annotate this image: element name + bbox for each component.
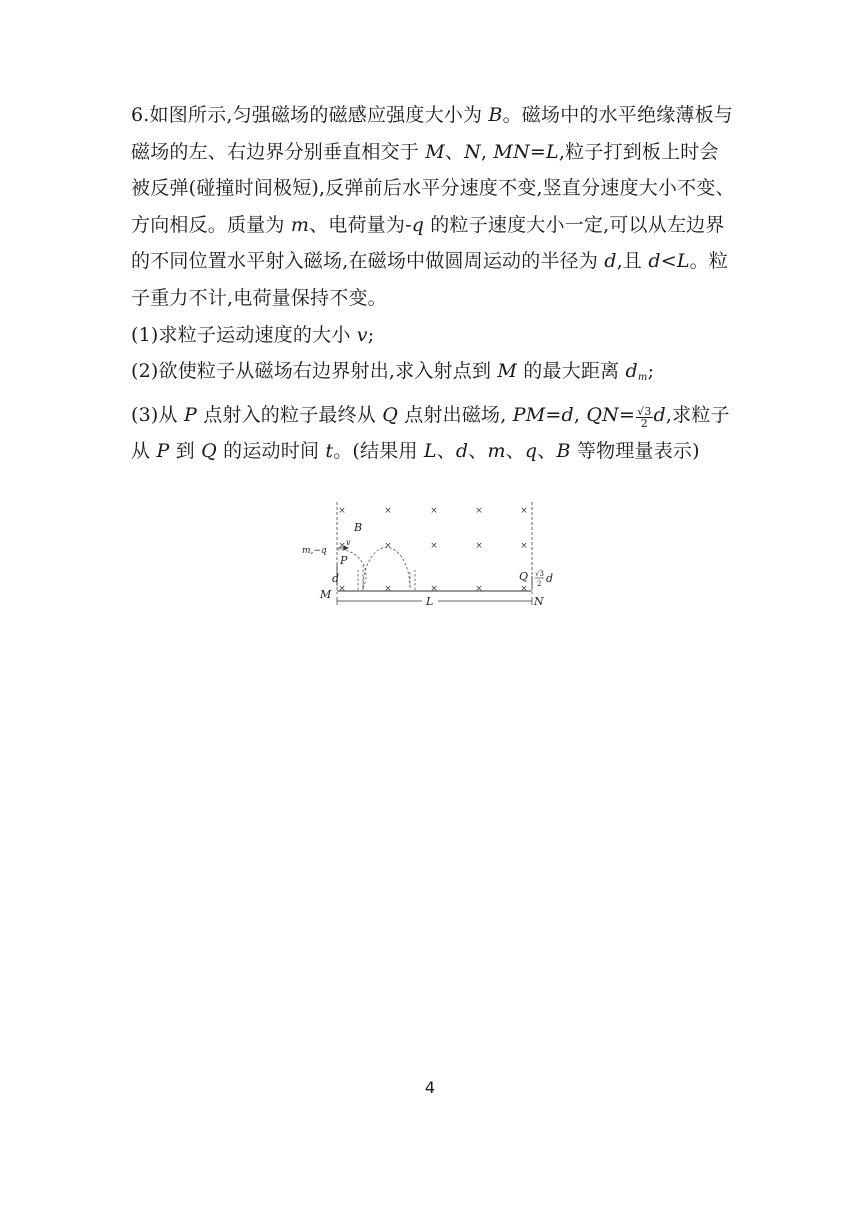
symbol-L: L [676,250,690,273]
symbol-PM: PM [512,403,546,426]
text: 。磁场中的水平绝缘薄板与磁场的左、右边界分别垂直相交于 [131,104,733,163]
label-L: L [426,595,434,608]
symbol-B: B [488,104,503,126]
symbol-QN: QN [586,403,619,426]
fraction-numerator: √3 [637,404,652,418]
label-d: d [332,572,340,585]
question-1 [131,317,735,354]
text: (2)欲使粒子从磁场右边界射出,求入射点到 [131,360,498,383]
text: 、 [444,140,465,163]
field-cross-icon: × [430,506,438,516]
field-cross-icon: × [430,541,438,551]
field-cross-grid [338,506,528,594]
text: 、 [505,440,525,463]
field-cross-icon: × [430,584,438,594]
label-fraction-denominator: 2 [537,580,542,588]
text: (1)求粒子运动速度的大小 [131,323,357,346]
symbol-t: t [325,440,334,463]
text: < [660,250,677,273]
label-P: P [340,554,348,567]
problem-6 [131,97,735,470]
question-2 [131,353,735,397]
symbol-N: N [464,140,481,163]
trajectory-arc-2 [363,547,410,588]
symbol-P: P [183,403,197,426]
symbol-MN: MN [493,140,530,163]
symbol-L: L [423,440,437,463]
text: 点射入的粒子最终从 [196,403,383,426]
field-cross-icon: × [520,584,528,594]
text: 的运动时间 [216,440,326,463]
particle-trajectory [337,547,415,590]
text: 的粒子速度大小一定,可以从左边界的不同位置水平射入磁场,在磁场中做圆周运动的半径为 [131,213,725,273]
question-3 [131,397,735,470]
text: 、 [436,440,456,463]
label-N: N [534,595,544,608]
symbol-B: B [556,440,571,463]
subscript-m: m [637,372,648,384]
label-B: B [354,521,363,534]
symbol-q: q [524,440,538,463]
symbol-m: m [487,440,506,463]
text: 。粒子重力不计,电荷量保持不变。 [131,250,729,309]
symbol-q: q [411,213,425,236]
text: = [618,403,636,426]
field-cross-icon: × [384,541,392,551]
page-number: 4 [424,1078,436,1097]
diagram-labels [302,521,553,608]
text: 点射出磁场, [398,403,513,426]
text: 、 [468,440,488,463]
label-Q: Q [519,570,529,583]
text: 到 [169,440,202,463]
problem-statement [131,97,735,317]
label-fraction-numerator: √3 [535,570,544,578]
label-M: M [320,588,332,601]
symbol-d: d [561,403,574,426]
text: ,求粒子从 [131,403,730,463]
text: 等物理量表示) [570,440,700,463]
label-v: v [346,538,351,547]
text: , [573,403,587,426]
text: ; [647,360,655,383]
symbol-v: v [356,323,368,346]
text: 。(结果用 [333,440,424,463]
label-frac-d: d [546,572,554,585]
field-cross-icon: × [338,541,346,551]
symbol-d: d [648,250,661,273]
field-cross-icon: × [520,506,528,516]
symbol-L: L [546,140,559,163]
text: ; [367,323,375,346]
label-particle: m,−q [302,546,327,556]
text: 6.如图所示,匀强磁场的磁感应强度大小为 [131,104,489,126]
symbol-d: d [625,360,638,383]
symbol-Q: Q [382,403,399,426]
text: ,且 [616,250,649,273]
symbol-d: d [455,440,469,463]
field-cross-icon: × [475,506,483,516]
field-cross-icon: × [520,541,528,551]
magnetic-field-diagram [298,498,560,614]
symbol-m: m [290,213,310,236]
symbol-d: d [604,250,617,273]
field-cross-icon: × [338,584,346,594]
field-cross-icon: × [338,506,346,516]
field-cross-icon: × [475,541,483,551]
text: (3)从 [131,403,184,426]
field-cross-icon: × [384,506,392,516]
text: = [545,403,562,426]
text: ,粒子打到板上时会被反弹(碰撞时间极短),反弹前后水平分速度不变,竖直分速度大小不变、方向相反。质量为 [131,140,735,236]
field-cross-icon: × [475,584,483,594]
symbol-d: d [653,403,666,426]
symbol-M: M [425,140,445,163]
text: 、 [537,440,557,463]
field-cross-icon: × [384,584,392,594]
text: 的最大距离 [517,360,626,383]
symbol-M: M [497,360,518,383]
fraction-denominator: 2 [640,416,648,430]
symbol-P: P [156,440,170,463]
text: = [529,140,547,163]
fraction-sqrt3-over-2 [636,406,652,429]
text: , [480,140,494,163]
symbol-Q: Q [201,440,217,463]
text: 、电荷量为- [309,213,412,236]
